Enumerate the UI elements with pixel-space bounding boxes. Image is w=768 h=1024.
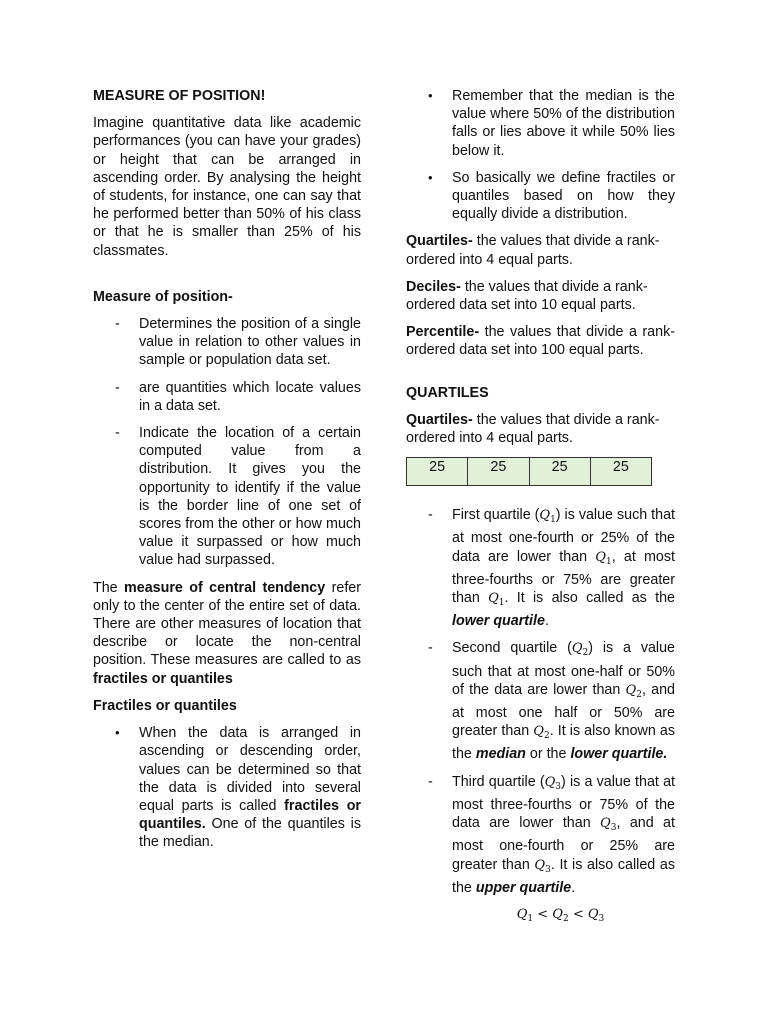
document-title: MEASURE OF POSITION! — [93, 88, 266, 104]
table-cell: 25 — [590, 458, 651, 486]
list-item: • When the data is arranged in ascending or descending order, values can be determined so that the data is divided into several equal parts is called fractiles or quantiles. One of the quantiles is the median. — [115, 725, 361, 851]
central-tendency-paragraph: The measure of central tendency refer only to the center of the entire set of data. There are other measures of location that describe or locate the non-central position. These measures are called to as fractiles or quantiles — [93, 579, 362, 687]
third-quartile-item: - Third quartile $(Q_3)$ is a value that at most three-fourths or 75% of the data are lower than $Q_3$, and at most one-fourth or 25% are greater than $Q_3$. It is also called as the upper quartile. — [428, 773, 675, 896]
quartile-inequality: $Q_1 < Q_2 < Q_3$ — [516, 906, 605, 924]
fractiles-heading: Fractiles or quantiles — [93, 697, 237, 714]
quartiles-definition: Quartiles- the values that divide a rank-ordered into 4 equal parts. — [406, 233, 660, 268]
first-quartile-item: - First quartile $(Q_1)$ is value such that at most one-fourth or 25% of the data are lower than $Q_1$, at most three-fourths or 75% are greater than $Q_1$. It is also called as the lower quartile. — [428, 507, 675, 630]
quartile-list — [406, 506, 675, 897]
list-item: • Remember that the median is the value where 50% of the distribution falls or lies above it while 50% lies below it. — [428, 88, 675, 159]
list-item: - are quantities which locate values in a data set. — [115, 379, 361, 414]
list-item: - Indicate the location of a certain computed value from a distribution. It gives you the opportunity to identify if the value is the border line of one set of scores from the other or how much value it surpassed or how much value had surpassed. — [115, 425, 361, 569]
deciles-definition: Deciles- the values that divide a rank-ordered data set into 10 equal parts. — [406, 278, 648, 314]
intro-paragraph: Imagine quantitative data like academic performances (you can have your grades) or height that can be arranged in ascending order. By analysing the height of students, for instance, one can say that he performed better than 50% of his class or that he is smaller than 25% of his classmates. — [93, 115, 361, 259]
second-quartile-item: - Second quartile $(Q_2)$ is a value such that at most one-half or 50% of the data are lower than $Q_2$, and at most one half or 50% are greater than $Q_2$. It is also known as the median or the lower quartile. — [428, 640, 675, 763]
quartile-table — [406, 457, 652, 486]
list-item: - Determines the position of a single value in relation to other values in sample or population data set. — [115, 316, 361, 369]
list-item: • So basically we define fractiles or quantiles based on how they equally divide a distribution. — [428, 169, 675, 223]
fractiles-list — [93, 724, 361, 851]
measure-of-position-list — [93, 315, 361, 570]
median-bullets — [406, 87, 675, 223]
right-column — [406, 87, 675, 928]
percentile-definition: Percentile- the values that divide a rank-ordered data set into 100 equal parts. — [406, 324, 675, 359]
quartiles-heading: QUARTILES — [406, 384, 489, 401]
quartiles-definition-2: Quartiles- the values that divide a rank-ordered into 4 equal parts. — [406, 411, 660, 447]
measure-of-position-heading: Measure of position- — [93, 288, 233, 305]
table-cell: 25 — [407, 458, 468, 486]
table-cell: 25 — [529, 458, 590, 486]
left-column — [93, 87, 361, 861]
table-cell: 25 — [468, 458, 529, 486]
